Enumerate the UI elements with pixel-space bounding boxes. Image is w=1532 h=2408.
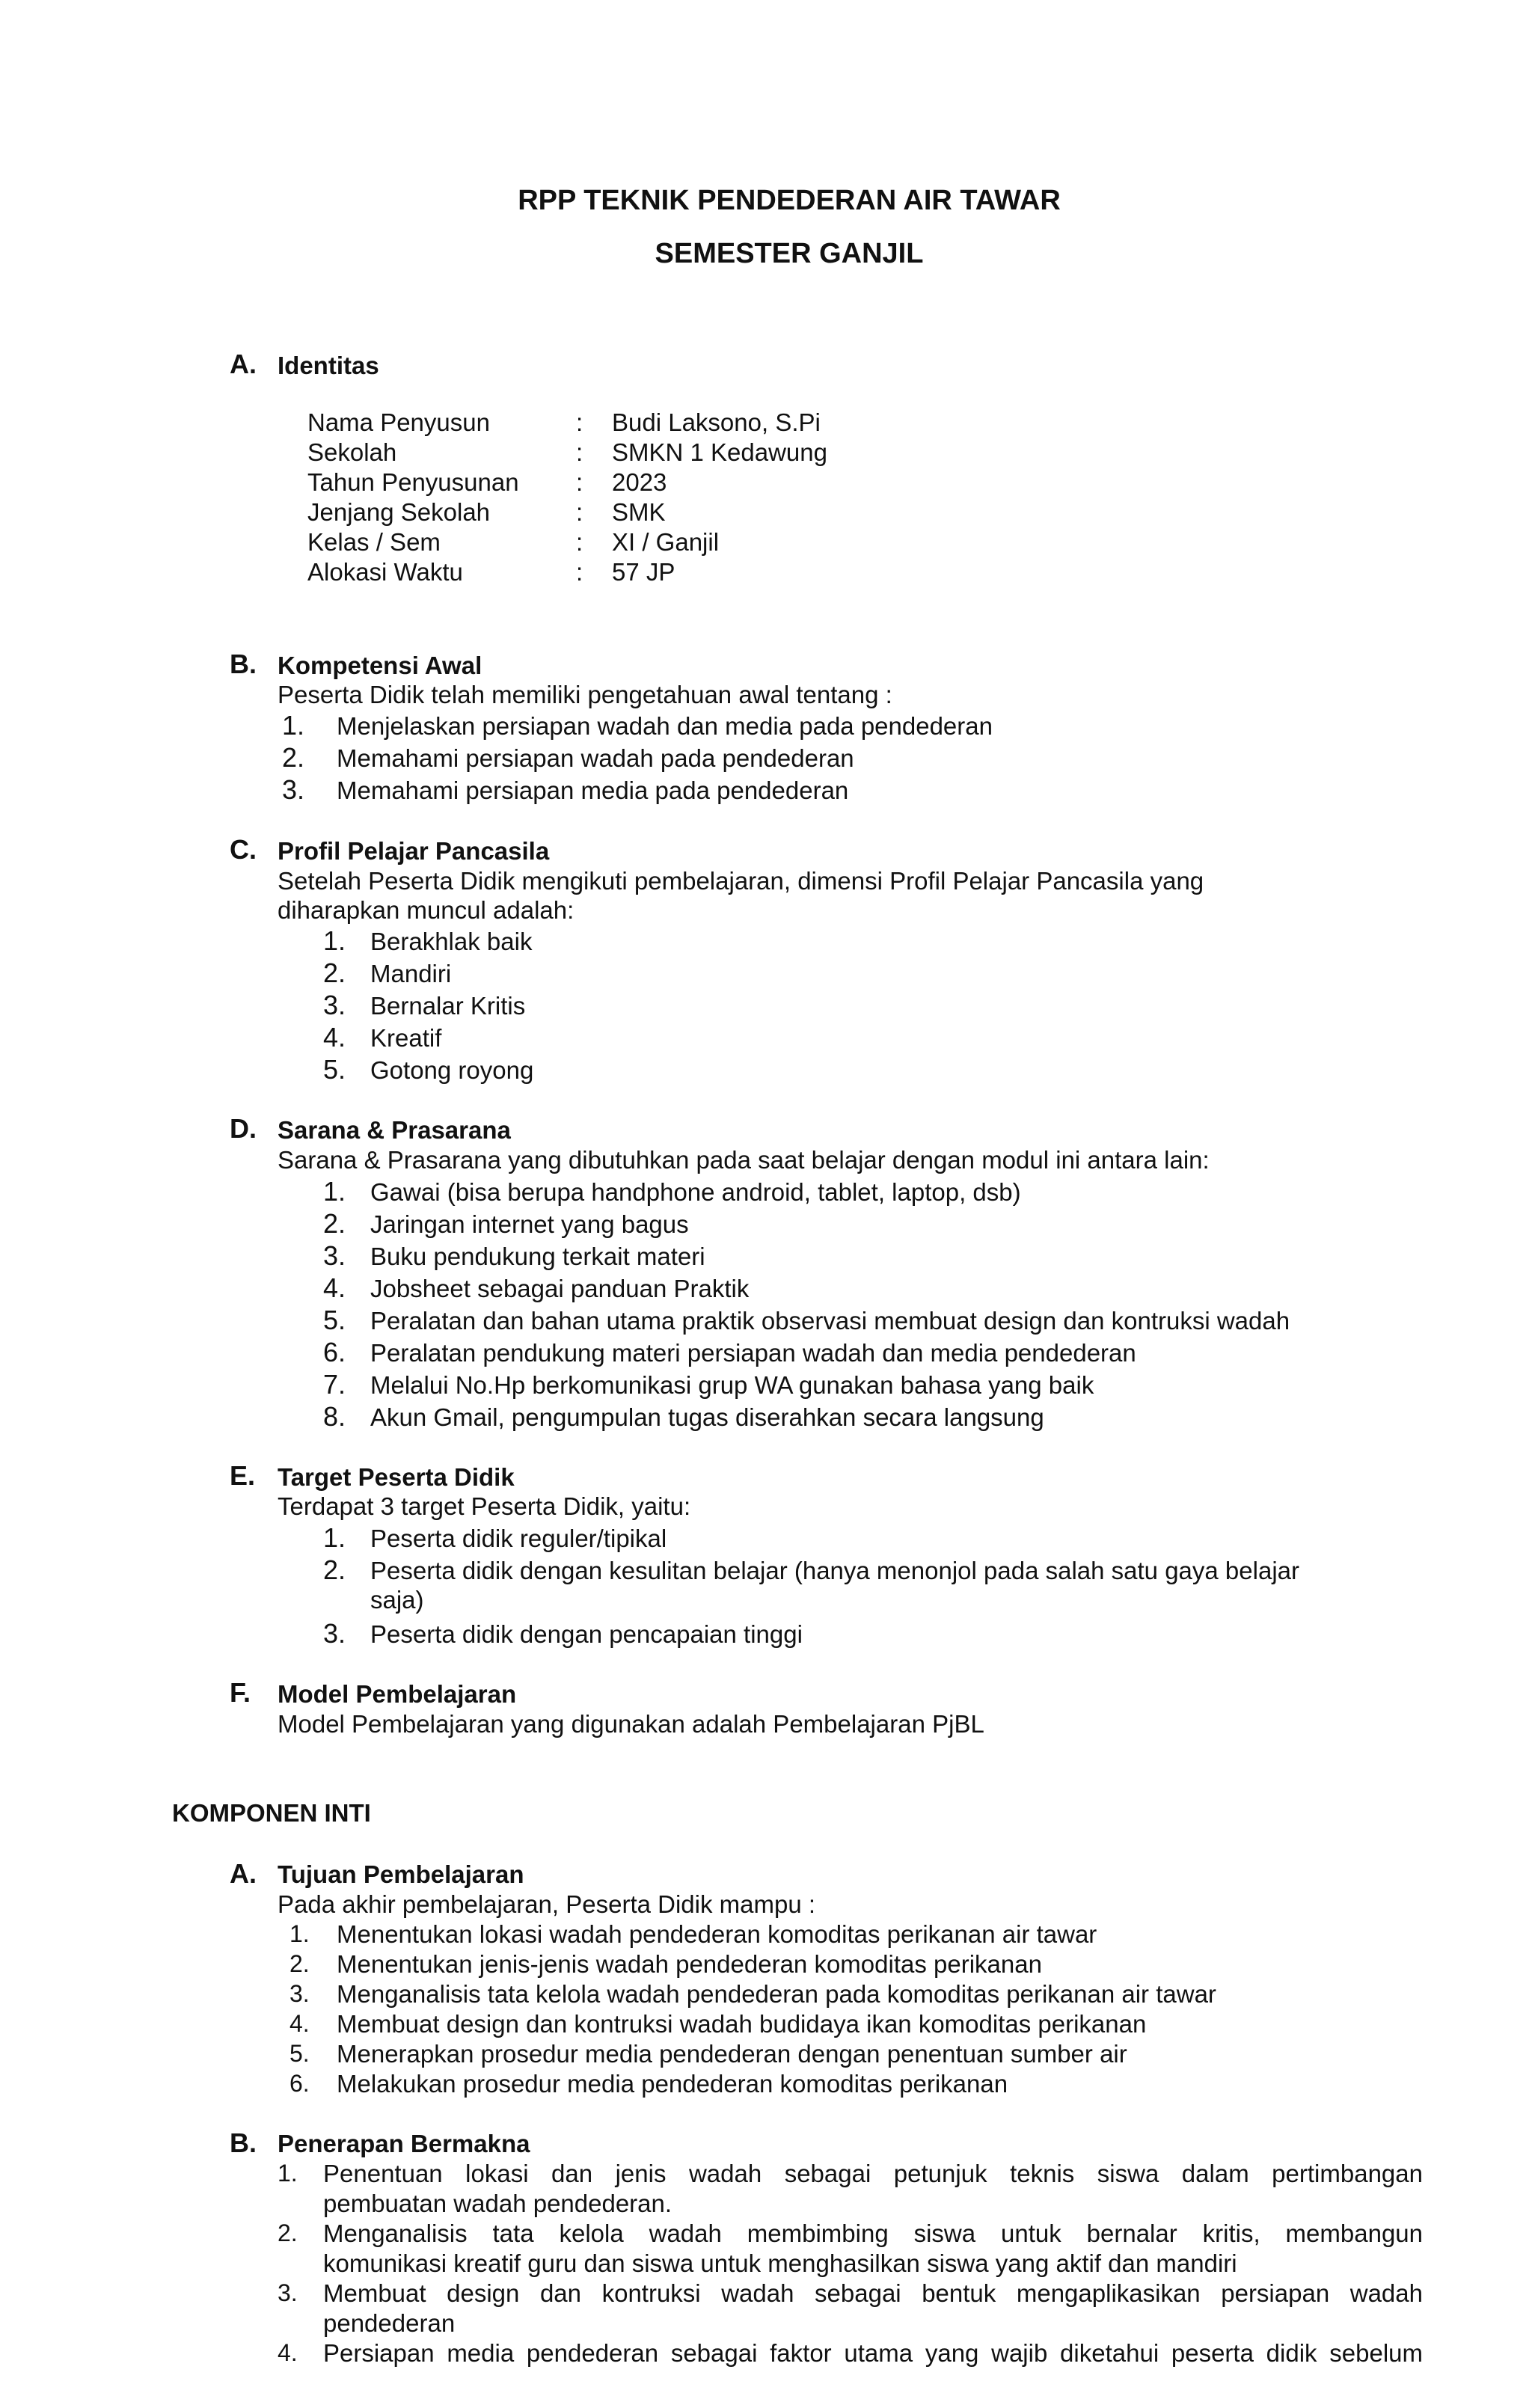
identitas-value: Budi Laksono, S.Pi [612,408,821,436]
list-item: Memahami persiapan wadah pada pendederan [337,744,854,772]
list-number: 1. [323,1176,346,1207]
list-item: Menentukan jenis-jenis wadah pendederan komoditas perikanan [337,1950,1042,1978]
target-intro: Terdapat 3 target Peserta Didik, yaitu: [278,1492,691,1520]
identitas-colon: : [576,468,583,496]
identitas-label: Alokasi Waktu [307,558,463,586]
section-letter-kompetensi: B. [230,649,257,679]
section-letter-tujuan: A. [230,1858,257,1889]
section-letter-profil: C. [230,834,257,865]
identitas-colon: : [576,498,583,526]
document-subtitle: SEMESTER GANJIL [655,238,924,269]
section-heading-penerapan: Penerapan Bermakna [278,2130,530,2157]
list-number: 1. [323,925,346,956]
list-number: 1. [289,1920,310,1947]
list-item: Peserta didik reguler/tipikal [370,1525,667,1552]
list-number: 6. [289,2070,310,2097]
identitas-label: Nama Penyusun [307,408,490,436]
section-heading-model: Model Pembelajaran [278,1680,517,1708]
section-heading-tujuan: Tujuan Pembelajaran [278,1860,524,1888]
identitas-value: XI / Ganjil [612,528,720,556]
profil-intro: Setelah Peserta Didik mengikuti pembelajaran, dimensi Profil Pelajar Pancasila yang [278,867,1204,895]
list-item: Peralatan dan bahan utama praktik observasi membuat design dan kontruksi wadah [370,1307,1290,1335]
list-number: 1. [323,1522,346,1553]
list-number: 2. [282,742,305,773]
list-item: Berakhlak baik [370,928,533,955]
list-item: Melakukan prosedur media pendederan komoditas perikanan [337,2070,1008,2098]
list-number: 2. [323,1208,346,1239]
identitas-colon: : [576,438,583,466]
list-item: Melalui No.Hp berkomunikasi grup WA gunakan bahasa yang baik [370,1371,1094,1399]
section-letter-target: E. [230,1460,256,1491]
list-number: 4. [323,1022,346,1053]
list-item: Gawai (bisa berupa handphone android, tablet, laptop, dsb) [370,1178,1021,1206]
list-number: 1. [278,2160,298,2187]
list-number: 4. [289,2010,310,2037]
section-heading-profil: Profil Pelajar Pancasila [278,837,550,865]
list-item: Menganalisis tata kelola wadah membimbing siswa untuk bernalar kritis, membangun [323,2219,1423,2247]
section-heading-identitas: Identitas [278,352,379,379]
list-item: Menganalisis tata kelola wadah pendederan pada komoditas perikanan air tawar [337,1980,1216,2008]
identitas-value: SMKN 1 Kedawung [612,438,827,466]
list-number: 3. [278,2279,298,2306]
list-item: Akun Gmail, pengumpulan tugas diserahkan secara langsung [370,1403,1044,1431]
list-item: Peserta didik dengan pencapaian tinggi [370,1620,803,1648]
list-item: Membuat design dan kontruksi wadah budidaya ikan komoditas perikanan [337,2010,1147,2038]
section-letter-model: F. [230,1677,251,1708]
section-heading-sarana: Sarana & Prasarana [278,1116,511,1144]
list-number: 5. [323,1054,346,1085]
list-item-cont: pembuatan wadah pendederan. [323,2190,672,2217]
identitas-colon: : [576,408,583,436]
list-item: Kreatif [370,1024,442,1052]
komponen-inti-heading: KOMPONEN INTI [172,1799,371,1827]
list-number: 3. [323,1240,346,1271]
list-item: Menentukan lokasi wadah pendederan komoditas perikanan air tawar [337,1920,1097,1948]
list-number: 4. [323,1272,346,1303]
list-item: Persiapan media pendederan sebagai faktor utama yang wajib diketahui peserta didik sebelum [323,2339,1423,2367]
list-number: 3. [323,990,346,1020]
sarana-intro: Sarana & Prasarana yang dibutuhkan pada saat belajar dengan modul ini antara lain: [278,1146,1210,1174]
section-letter-sarana: D. [230,1113,257,1144]
list-item: Jobsheet sebagai panduan Praktik [370,1275,750,1302]
section-letter-penerapan: B. [230,2127,257,2158]
list-number: 2. [323,958,346,988]
identitas-value: SMK [612,498,666,526]
list-number: 3. [282,774,305,805]
list-item: Gotong royong [370,1056,534,1084]
identitas-label: Tahun Penyusunan [307,468,519,496]
list-number: 2. [289,1950,310,1977]
list-number: 6. [323,1337,346,1367]
section-heading-target: Target Peserta Didik [278,1463,515,1491]
identitas-colon: : [576,528,583,556]
list-item-cont: pendederan [323,2309,456,2337]
list-number: 5. [289,2040,310,2067]
list-item: Memahami persiapan media pada pendederan [337,776,849,804]
list-item: Mandiri [370,960,452,987]
list-number: 3. [289,1980,310,2007]
section-letter-identitas: A. [230,349,257,379]
identitas-colon: : [576,558,583,586]
identitas-label: Kelas / Sem [307,528,441,556]
list-number: 3. [323,1618,346,1649]
list-number: 4. [278,2339,298,2366]
list-item-cont: komunikasi kreatif guru dan siswa untuk menghasilkan siswa yang aktif dan mandiri [323,2249,1237,2277]
list-item: Bernalar Kritis [370,992,526,1020]
section-heading-kompetensi: Kompetensi Awal [278,652,482,679]
list-item: Menjelaskan persiapan wadah dan media pada pendederan [337,712,993,740]
list-item: Menerapkan prosedur media pendederan dengan penentuan sumber air [337,2040,1127,2068]
list-number: 1. [282,710,305,741]
list-number: 2. [278,2219,298,2246]
list-number: 8. [323,1401,346,1432]
list-item: Jaringan internet yang bagus [370,1210,689,1238]
list-number: 2. [323,1554,346,1585]
list-number: 5. [323,1305,346,1335]
list-item: Peserta didik dengan kesulitan belajar (hanya menonjol pada salah satu gaya belajar [370,1557,1299,1584]
model-text: Model Pembelajaran yang digunakan adalah Pembelajaran PjBL [278,1710,984,1738]
list-item: Membuat design dan kontruksi wadah sebagai bentuk mengaplikasikan persiapan wadah [323,2279,1423,2307]
identitas-value: 57 JP [612,558,675,586]
kompetensi-intro: Peserta Didik telah memiliki pengetahuan awal tentang : [278,681,892,708]
list-item: Buku pendukung terkait materi [370,1243,705,1270]
identitas-value: 2023 [612,468,667,496]
list-number: 7. [323,1369,346,1400]
identitas-label: Sekolah [307,438,397,466]
profil-intro-cont: diharapkan muncul adalah: [278,896,574,924]
identitas-label: Jenjang Sekolah [307,498,491,526]
tujuan-intro: Pada akhir pembelajaran, Peserta Didik mampu : [278,1890,816,1918]
list-item: Peralatan pendukung materi persiapan wadah dan media pendederan [370,1339,1136,1367]
list-item-cont: saja) [370,1586,424,1614]
list-item: Penentuan lokasi dan jenis wadah sebagai petunjuk teknis siswa dalam pertimbangan [323,2160,1423,2187]
document-title: RPP TEKNIK PENDEDERAN AIR TAWAR [518,185,1061,216]
